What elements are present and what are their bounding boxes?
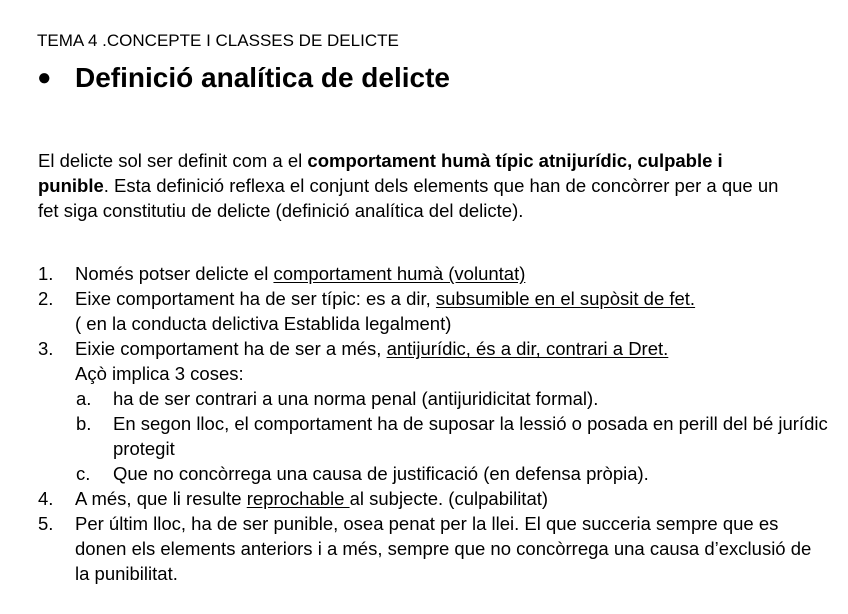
sub-item-c [38,461,828,486]
section-heading [37,62,450,94]
list-item-text: Per últim lloc, ha de ser punible, osea penat per la llei. El que succeria sempre que es donen els elements anteriors i a més, sempre que no concòrrega una causa d’exclusió de la punibilitat. [75,513,812,584]
list-number: 5. [38,513,54,534]
underlined-text: subsumible en el supòsit de fet. [435,288,696,309]
list-item-text: Eixe comportament ha de ser típic: es a dir, [75,288,436,309]
list-item-5 [38,511,828,586]
sub-item-b [38,411,828,461]
list-number: 4. [38,488,54,509]
sub-item-a [38,386,828,411]
underlined-text: reprochable [246,488,350,509]
heading-text: Definició analítica de delicte [75,62,451,93]
underlined-text: antijurídic, és a dir, contrari a Dret. [386,338,669,359]
sub-item-text: En segon lloc, el comportament ha de suposar la lessió o posada en perill del bé jurídic protegit [113,413,828,459]
underlined-text: comportament humà (voluntat) [273,263,526,284]
list-item-text: Eixie comportament ha de ser a més, [75,338,387,359]
list-number: 1. [38,263,54,284]
intro-text-1: El delicte sol ser definit com a el [38,150,308,171]
list-item-text: Només potser delicte el [75,263,274,284]
bullet-icon: ● [37,64,52,91]
sub-item-text: ha de ser contrari a una norma penal (antijuridicitat formal). [113,388,599,409]
sub-letter: b. [76,413,92,434]
sub-letter: c. [76,463,91,484]
list-item-continuation: Açò implica 3 coses: [75,363,244,384]
list-item-text-2: al subjecte. (culpabilitat) [349,488,549,509]
intro-bold: comportament humà típic atnijurídic, culpable i punible [38,150,723,196]
sub-item-text: Que no concòrrega una causa de justificació (en defensa pròpia). [113,463,649,484]
list-item-1 [38,261,828,286]
intro-text-2: . Esta definició reflexa el conjunt dels elements que han de concòrrer per a que un fet siga constitutiu de delicte (definició analítica del delicte). [38,175,779,221]
numbered-list [38,261,828,586]
sub-letter: a. [76,388,92,409]
list-item-3 [38,336,828,386]
list-number: 2. [38,288,54,309]
list-item-4 [38,486,828,511]
list-item-continuation: ( en la conducta delictiva Establida legalment) [75,313,452,334]
page-header: TEMA 4 .CONCEPTE I CLASSES DE DELICTE [37,31,399,50]
list-item-text: A més, que li resulte [75,488,247,509]
list-number: 3. [38,338,54,359]
list-item-2 [38,286,828,336]
intro-paragraph [38,148,798,223]
